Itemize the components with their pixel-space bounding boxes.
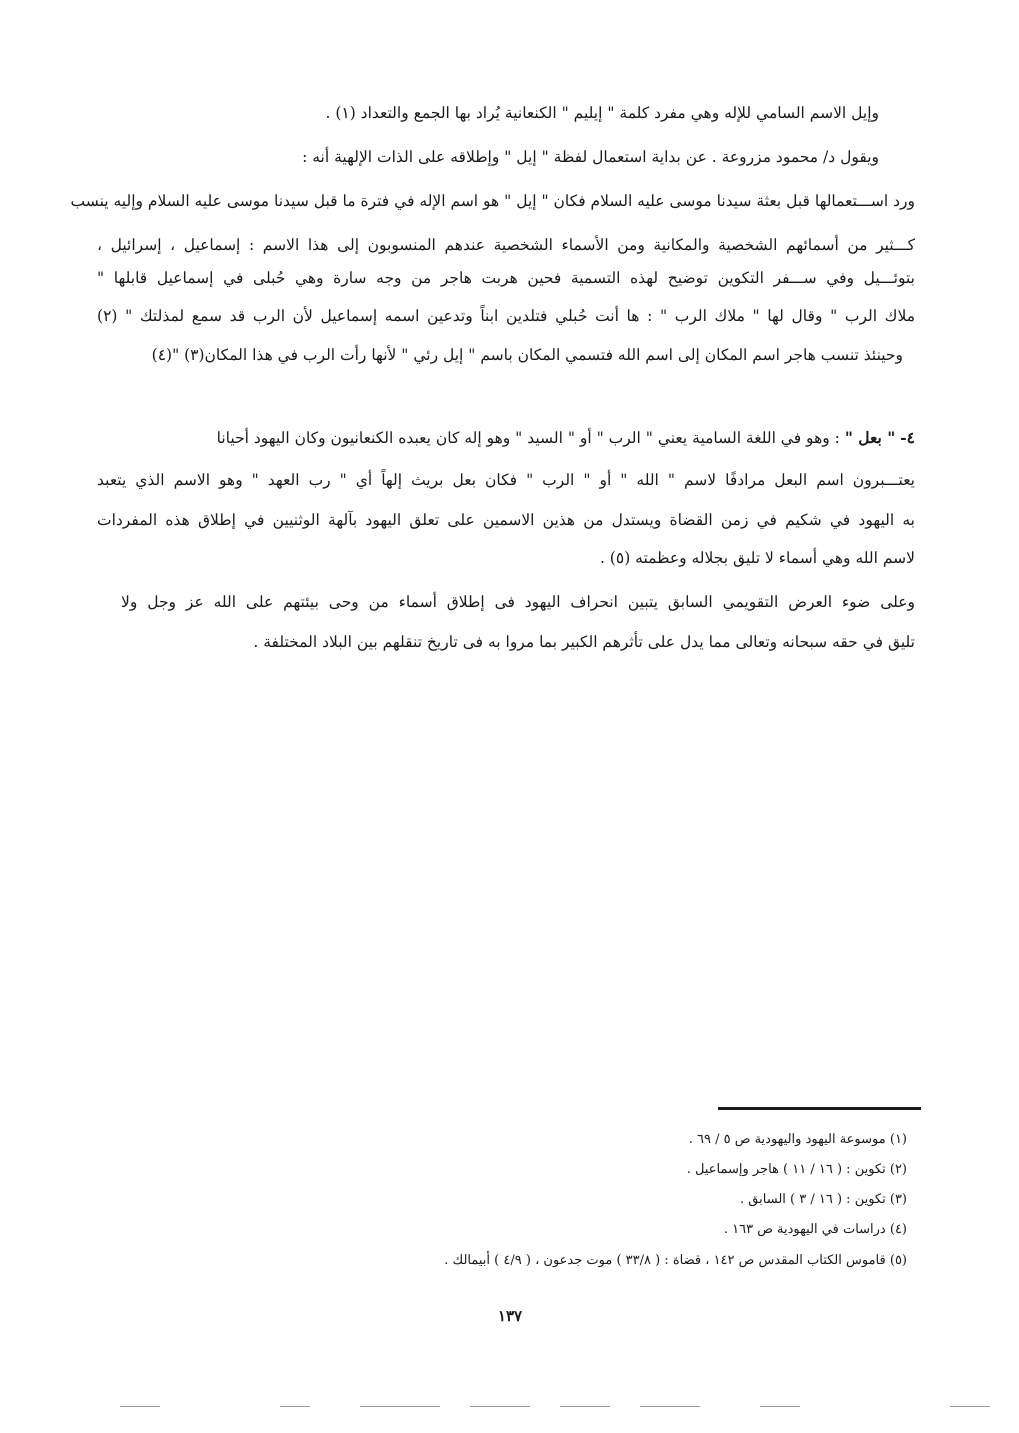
scan-mark — [280, 1406, 310, 1407]
scan-mark — [640, 1406, 700, 1407]
footnote-4: (٤) دراسات في اليهودية ص ١٦٣ . — [723, 1222, 907, 1237]
scan-mark — [560, 1406, 610, 1407]
section-4-term: " بعل " — [844, 428, 896, 447]
section-4-line-2: يعتـــبرون اسم البعل مرادفًا لاسم " الله " أو " الرب " فكان بعل بريث إلهاً أي " رب العهد " وهو الاسم الذي يتعبد — [97, 471, 915, 489]
footnote-3: (٣) تكوين : ( ١٦ / ٣ ) السابق . — [740, 1192, 907, 1207]
quote-line-1: ورد اســـتعمالها قبل بعثة سيدنا موسى عليه السلام فكان " إيل " هو اسم الإله في فترة ما قبل سيدنا موسى عليه السلام وإليه ينسب — [70, 192, 915, 210]
section-4-number: ٤- — [900, 428, 915, 447]
footnote-separator — [718, 1107, 921, 1110]
scan-mark — [760, 1406, 800, 1407]
section-4-line-1 — [97, 426, 915, 450]
page-number: ١٣٧ — [497, 1307, 523, 1325]
footnote-5: (٥) قاموس الكتاب المقدس ص ١٤٢ ، قضاة : ( ٣٣/٨ ) موت جدعون ، ( ٤/٩ ) أبيمالك . — [444, 1253, 907, 1268]
scan-mark — [950, 1406, 990, 1407]
section-4-line-4: لاسم الله وهي أسماء لا تليق بجلاله وعظمته (٥) . — [599, 549, 915, 567]
section-4-line-3: به اليهود في شكيم في زمن القضاة ويستدل من هذين الاسمين على تعلق اليهود بآلهة الوثنيين في إطلاق هذه المفردات — [97, 511, 915, 529]
paragraph-1-line-2: ويقول د/ محمود مزروعة . عن بداية استعمال لفظة " إيل " وإطلاقه على الذات الإلهية أنه : — [302, 148, 879, 166]
scan-mark — [120, 1406, 160, 1407]
quote-line-4: ملاك الرب " وقال لها " ملاك الرب " : ها أنت حُبلي فتلدين ابناً وتدعين اسمه إسماعيل لأن الرب قد سمع لمذلتك " (٢) — [97, 307, 915, 325]
conclusion-line-1: وعلى ضوء العرض التقويمي السابق يتبين انحراف اليهود فى إطلاق أسماء من وحى بيئتهم على الله عز وجل ولا — [121, 593, 915, 611]
scan-mark — [470, 1406, 530, 1407]
quote-line-5: وحينئذ تنسب هاجر اسم المكان إلى اسم الله فتسمي المكان باسم " إيل رئي " لأنها رأت الرب في هذا المكان(٣) "(٤) — [151, 346, 903, 364]
quote-line-3: بتوئـــيل وفي ســـفر التكوين توضيح لهذه التسمية فحين هربت هاجر من وجه سارة وهي حُبلى في إسماعيل قابلها " — [97, 269, 915, 287]
footnote-1: (١) موسوعة اليهود واليهودية ص ٥ / ٦٩ . — [688, 1132, 907, 1147]
section-4-line-1-text: : وهو في اللغة السامية يعني " الرب " أو " السيد " وهو إله كان يعبده الكنعانيون وكان اليهود أحيانا — [216, 429, 840, 447]
paragraph-1-line-1: وإيل الاسم السامي للإله وهي مفرد كلمة " إيليم " الكنعانية يُراد بها الجمع والتعداد (١) . — [325, 104, 879, 122]
footnote-2: (٢) تكوين : ( ١٦ / ١١ ) هاجر وإسماعيل . — [686, 1162, 907, 1177]
scan-mark — [360, 1406, 440, 1407]
conclusion-line-2: تليق في حقه سبحانه وتعالى مما يدل على تأثرهم الكبير بما مروا به فى تاريخ تنقلهم بين البلاد المختلفة . — [253, 633, 915, 651]
quote-line-2: كـــثير من أسمائهم الشخصية والمكانية ومن الأسماء الشخصية عندهم المنسوبون إلى هذا الاسم : إسماعيل ، إسرائيل ، — [97, 236, 915, 254]
